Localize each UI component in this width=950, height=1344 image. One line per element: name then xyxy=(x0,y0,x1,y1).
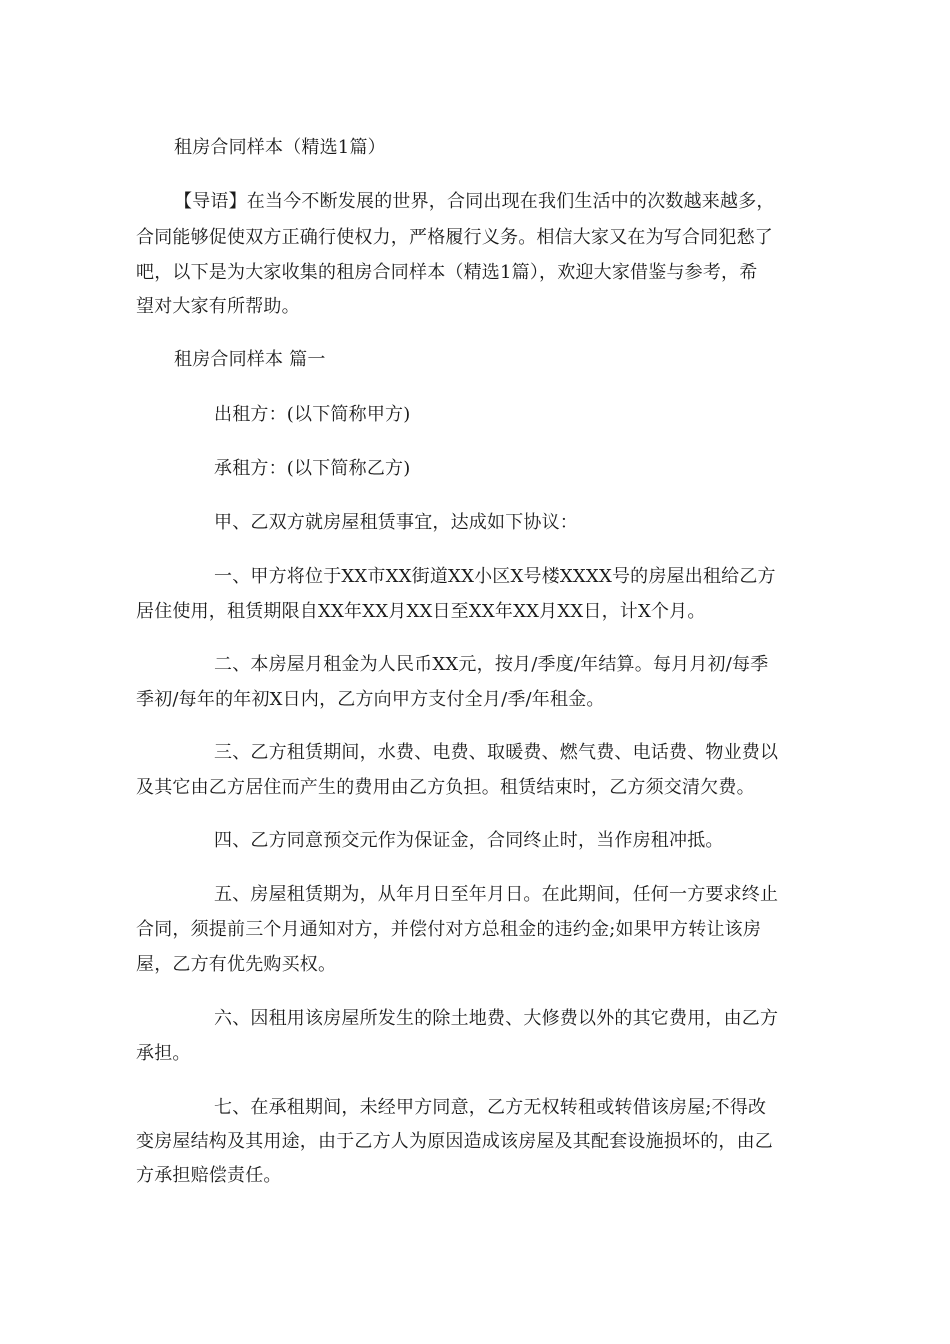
clause-5-line-3: 屋，乙方有优先购买权。 xyxy=(136,954,337,975)
clause-4-line-1: 四、乙方同意预交元作为保证金，合同终止时，当作房租冲抵。 xyxy=(214,830,724,851)
clause-2-line-2: 季初/每年的年初X日内，乙方向甲方支付全月/季/年租金。 xyxy=(136,689,605,710)
clause-7-line-3: 方承担赔偿责任。 xyxy=(136,1165,282,1186)
document-title: 租房合同样本（精选1篇） xyxy=(174,137,386,158)
clause-3-line-2: 及其它由乙方居住而产生的费用由乙方负担。租赁结束时，乙方须交清欠费。 xyxy=(136,777,755,798)
clause-2-line-1: 二、本房屋月租金为人民币XX元，按月/季度/年结算。每月月初/每季 xyxy=(214,654,769,675)
clause-3-line-1: 三、乙方租赁期间，水费、电费、取暖费、燃气费、电话费、物业费以 xyxy=(214,742,779,763)
lessee-line: 承租方：(以下简称乙方) xyxy=(214,458,411,479)
intro-line-3: 吧，以下是为大家收集的租房合同样本（精选1篇），欢迎大家借鉴与参考，希 xyxy=(136,262,758,283)
clause-7-line-1: 七、在承租期间，未经甲方同意，乙方无权转租或转借该房屋;不得改 xyxy=(214,1097,767,1118)
clause-1-line-1: 一、甲方将位于XX市XX街道XX小区X号楼XXXX号的房屋出租给乙方 xyxy=(214,566,776,587)
intro-line-2: 合同能够促使双方正确行使权力，严格履行义务。相信大家又在为写合同犯愁了 xyxy=(136,227,773,248)
section-title: 租房合同样本 篇一 xyxy=(174,349,326,370)
intro-line-1: 【导语】在当今不断发展的世界，合同出现在我们生活中的次数越来越多， xyxy=(174,191,775,212)
clause-6-line-1: 六、因租用该房屋所发生的除土地费、大修费以外的其它费用，由乙方 xyxy=(214,1008,779,1029)
lessor-line: 出租方：(以下简称甲方) xyxy=(214,404,411,425)
agreement-line: 甲、乙双方就房屋租赁事宜，达成如下协议： xyxy=(214,512,578,533)
clause-1-line-2: 居住使用，租赁期限自XX年XX月XX日至XX年XX月XX日，计X个月。 xyxy=(136,601,706,622)
clause-5-line-2: 合同，须提前三个月通知对方，并偿付对方总租金的违约金;如果甲方转让该房 xyxy=(136,919,762,940)
clause-7-line-2: 变房屋结构及其用途，由于乙方人为原因造成该房屋及其配套设施损坏的，由乙 xyxy=(136,1131,773,1152)
clause-5-line-1: 五、房屋租赁期为，从年月日至年月日。在此期间，任何一方要求终止 xyxy=(214,884,779,905)
intro-line-4: 望对大家有所帮助。 xyxy=(136,296,300,317)
clause-6-line-2: 承担。 xyxy=(136,1043,191,1064)
